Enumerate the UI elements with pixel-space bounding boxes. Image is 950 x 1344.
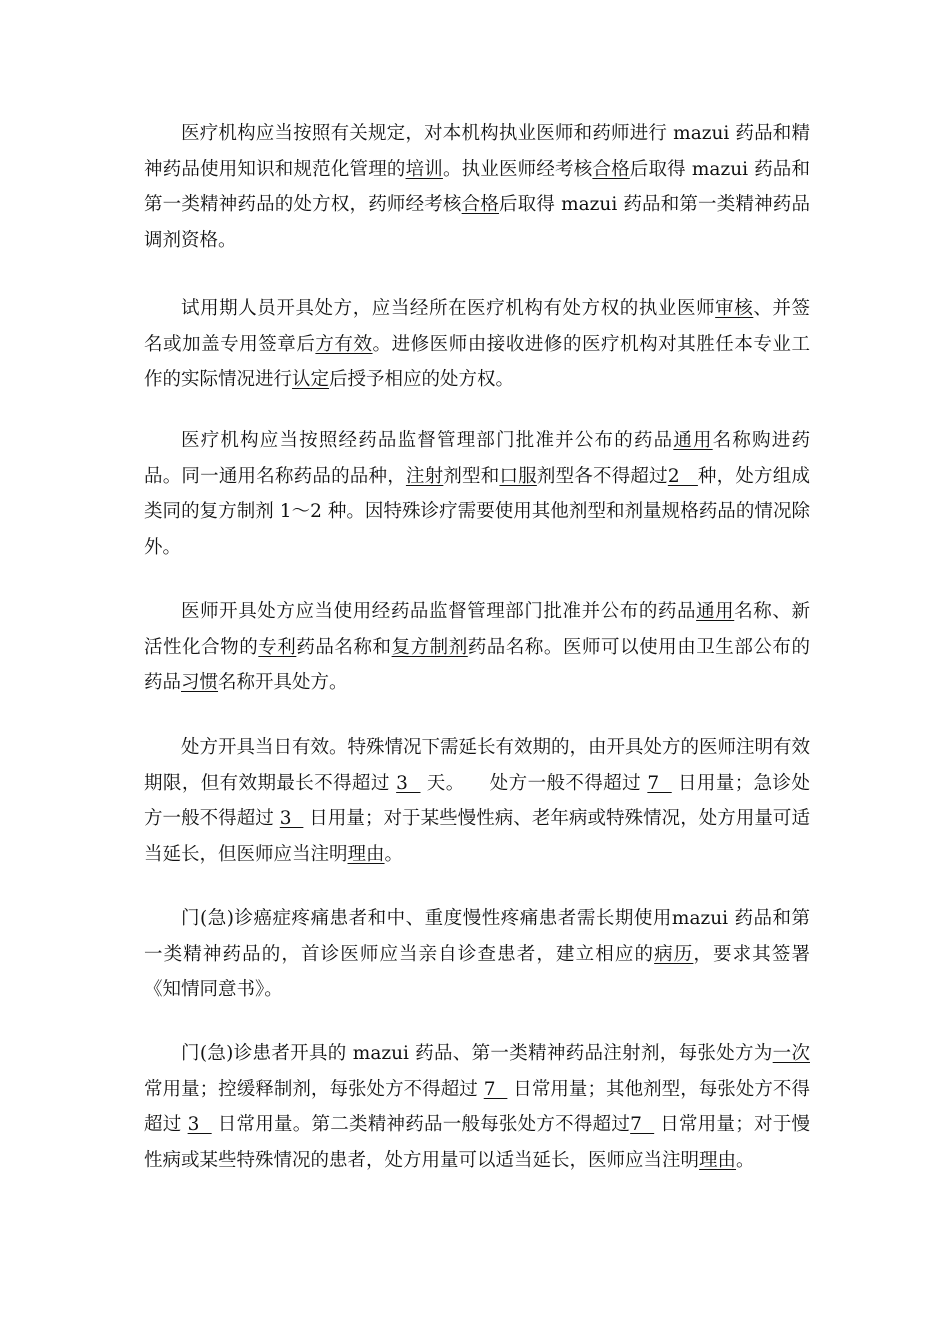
text-run: 门(急)诊癌症疼痛患者和中、重度慢性疼痛患者需长期使用mazui 药品和第一类精神药品的，首诊医师应当亲自诊查患者，建立相应的: [144, 908, 810, 965]
text-run: 种，处方组成类同的复方制剂 1～2 种。因特殊诊疗需要使用其他剂型和剂量规格药品的情况除外。: [144, 465, 810, 558]
underlined-term: 合格: [592, 158, 630, 180]
text-run: 名称、新活性化合物的: [144, 601, 810, 658]
text-run: 。执业医师经考核: [442, 158, 593, 180]
underlined-term: 7: [647, 772, 672, 794]
underlined-term: 7: [630, 1114, 655, 1135]
paragraph-outpatient-dosage: [144, 1036, 810, 1178]
underlined-term: 注射: [405, 465, 444, 487]
underlined-term: 3: [279, 808, 304, 829]
text-run: 试用期人员开具处方，应当经所在医疗机构有处方权的执业医师: [181, 298, 716, 319]
underlined-term: 2: [667, 465, 698, 487]
underlined-term: 方有效: [315, 333, 373, 355]
paragraph-drug-procurement: [144, 423, 810, 565]
underlined-term: 合格: [461, 194, 499, 215]
paragraph-trial-staff-prescription: [144, 291, 810, 398]
text-run: 剂型和: [443, 465, 500, 487]
underlined-term: 认定: [292, 369, 330, 390]
underlined-term: 习惯: [181, 672, 219, 693]
underlined-term: 理由: [699, 1149, 737, 1171]
text-run: 。进修医师由接收进修的医疗机构对其胜任本专业工作的实际情况进行: [144, 333, 810, 390]
text-run: 药品名称和: [296, 636, 392, 658]
text-run: 。: [384, 843, 404, 865]
underlined-term: 通用: [673, 430, 713, 451]
underlined-term: 一次: [772, 1043, 810, 1064]
paragraph-generic-names: [144, 594, 810, 701]
text-run: 常用量；控缓释制剂，每张处方不得超过: [144, 1078, 484, 1100]
underlined-term: 培训: [405, 158, 443, 180]
text-run: 后取得 mazui 药品和第一类精神药品调剂资格。: [144, 194, 810, 251]
paragraph-cancer-pain-patients: [144, 901, 810, 1008]
text-run: 名称开具处方。: [218, 672, 348, 693]
text-run: 日常用量。第二类精神药品一般每张处方不得超过: [211, 1114, 631, 1135]
underlined-term: 3: [187, 1114, 212, 1135]
paragraph-physician-training: [144, 116, 810, 258]
text-run: 。: [736, 1149, 755, 1171]
text-run: 医师开具处方应当使用经药品监督管理部门批准并公布的药品: [181, 601, 697, 622]
text-run: 日用量；急诊处方一般不得超过: [144, 772, 810, 829]
text-run: 药品名称。医师可以使用由卫生部公布的药品: [144, 636, 810, 693]
text-run: 后取得 mazui 药品和第一类精神药品的处方权，药师经考核: [144, 158, 810, 215]
text-run: 门(急)诊患者开具的 mazui 药品、第一类精神药品注射剂，每张处方为: [181, 1043, 773, 1064]
text-run: ，要求其签署《知情同意书》。: [144, 943, 810, 1000]
underlined-term: 口服: [499, 465, 537, 487]
underlined-term: 7: [483, 1078, 508, 1100]
paragraph-prescription-validity: [144, 730, 810, 872]
text-run: 医疗机构应当按照有关规定，对本机构执业医师和药师进行 mazui 药品和精神药品使用知识和规范化管理的: [144, 123, 810, 180]
text-run: 后授予相应的处方权。: [329, 369, 515, 390]
text-run: 、并签名或加盖专用签章后: [144, 298, 810, 355]
text-run: 日常用量；对于慢性病或某些特殊情况的患者，处方用量可以适当延长，医师应当注明: [144, 1114, 810, 1171]
text-run: 日用量；对于某些慢性病、老年病或特殊情况，处方用量可适当延长，但医师应当注明: [144, 808, 810, 865]
underlined-term: 审核: [715, 298, 754, 319]
text-run: 医疗机构应当按照经药品监督管理部门批准并公布的药品: [181, 430, 674, 451]
underlined-term: 专利: [258, 636, 297, 658]
underlined-term: 病历: [654, 943, 694, 965]
text-run: 天。 处方一般不得超过: [420, 772, 648, 794]
underlined-term: 3: [396, 772, 421, 794]
text-run: 剂型各不得超过: [536, 465, 668, 487]
text-run: 名称购进药品。同一通用名称药品的品种，: [144, 430, 810, 487]
text-run: 日常用量；其他剂型，每张处方不得超过: [144, 1078, 810, 1135]
underlined-term: 理由: [347, 843, 385, 865]
text-run: 处方开具当日有效。特殊情况下需延长有效期的，由开具处方的医师注明有效期限，但有效期最长不得超过: [144, 737, 811, 794]
underlined-term: 通用: [696, 601, 735, 622]
underlined-term: 复方制剂: [391, 636, 468, 658]
